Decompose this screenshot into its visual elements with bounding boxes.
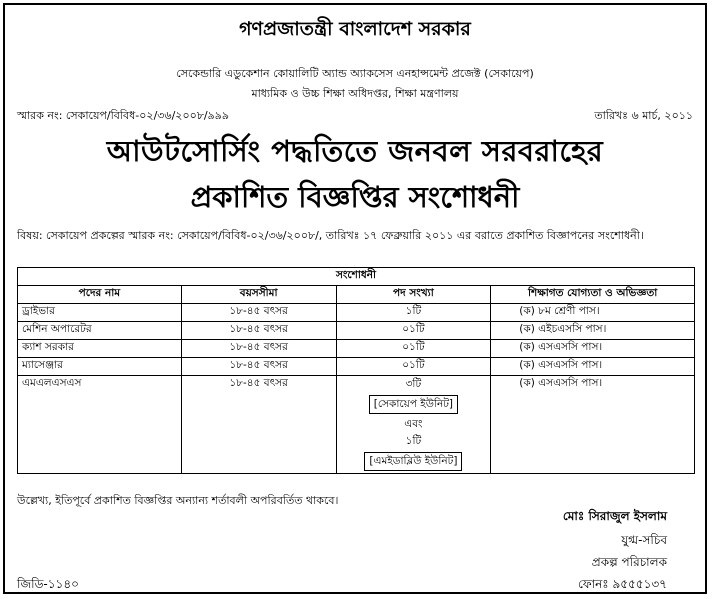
header-post: পদের নাম: [18, 286, 182, 304]
notice-title-line1: আউটসোর্সিং পদ্ধতিতে জনবল সরবরাহের: [106, 134, 604, 168]
table-row: [18, 340, 695, 358]
table-header-row: [18, 286, 695, 304]
table-row: [18, 376, 695, 474]
post-count: ০১টি: [336, 322, 491, 340]
post-name: ড্রাইভার: [18, 304, 182, 322]
department-name: মাধ্যমিক ও উচ্চ শিক্ষা অধিদপ্তর, শিক্ষা মন্ত্রণালয়: [251, 87, 459, 100]
signatory-role: প্রকল্প পরিচালক: [591, 555, 667, 569]
age-limit: ১৮-৪৫ বৎসর: [181, 304, 336, 322]
post-name: মেশিন অপারেটর: [18, 322, 182, 340]
qualification: (ক) ৮ম শ্রেণী পাস।: [491, 304, 695, 322]
age-limit: ১৮-৪৫ বৎসর: [181, 322, 336, 340]
project-name: সেকেন্ডারি এডুকেশান কোয়ালিটি অ্যান্ড অ্যাকসেস এনহান্সমেন্ট প্রজেক্ট (সেকায়েপ): [176, 67, 534, 80]
memo-number: স্মারক নং: সেকায়েপ/বিবিধ-০২/৩৬/২০০৮/৯৯৯: [17, 109, 230, 122]
notice-frame: [3, 3, 707, 594]
and-label: এবং: [404, 418, 423, 430]
subject-text: বিষয়: সেকায়েপ প্রকল্পের স্মারক নং: সেকায়েপ/বিবিধ-০২/৩৬/২০০৮/, তারিখঃ ১৭ ফেব্রুয়ারি ২০১১ এর বরাতে প্রকাশিত বিজ্ঞাপনের সংশোধনী।: [17, 229, 644, 242]
age-limit: ১৮-৪৫ বৎসর: [181, 358, 336, 376]
post-count-cell: [336, 376, 491, 474]
government-heading: গণপ্রজাতন্ত্রী বাংলাদেশ সরকার: [239, 18, 471, 40]
qualification: (ক) এসএসসি পাস।: [491, 358, 695, 376]
table-caption: সংশোধনী: [18, 268, 695, 286]
table-row: [18, 322, 695, 340]
signatory-designation: যুগ্ম-সচিব: [621, 533, 667, 547]
age-limit: ১৮-৪৫ বৎসর: [181, 376, 336, 474]
footnote: উল্লেখ্য, ইতিপূর্বে প্রকাশিত বিজ্ঞপ্তির অন্যান্য শর্তাবলী অপরিবর্তিত থাকবে।: [17, 494, 339, 507]
post-count: ০১টি: [336, 340, 491, 358]
header-qualification: শিক্ষাগত যোগ্যতা ও অভিজ্ঞতা: [491, 286, 695, 304]
header-age: বয়সসীমা: [181, 286, 336, 304]
table-row: [18, 358, 695, 376]
notice-title-line2: প্রকাশিত বিজ্ঞপ্তির সংশোধনী: [190, 180, 520, 214]
table-row: [18, 304, 695, 322]
qualification: (ক) এসএসসি পাস।: [491, 376, 695, 474]
post-count: ১টি: [336, 304, 491, 322]
signatory-name: মোঃ সিরাজুল ইসলাম: [562, 509, 667, 523]
gd-number: জিডি-১১৪০: [17, 577, 79, 591]
header-count: পদ সংখ্যা: [336, 286, 491, 304]
mew-unit: [এমইডাব্লিউ ইউনিট]: [364, 452, 462, 471]
qualification: (ক) এইচএসসি পাস।: [491, 322, 695, 340]
table-caption-row: [18, 268, 695, 286]
qualification: (ক) এসএসসি পাস।: [491, 340, 695, 358]
post-count-2: ১টি: [405, 435, 422, 447]
unit-label: [341, 393, 487, 416]
post-name: ক্যাশ সরকার: [18, 340, 182, 358]
secayep-unit: [সেকায়েপ ইউনিট]: [369, 395, 458, 414]
post-count: ০১টি: [336, 358, 491, 376]
post-count: ৩টি: [405, 378, 422, 390]
memo-date: তারিখঃ ৬ মার্চ, ২০১১: [594, 109, 693, 122]
post-name: ম্যাসেঞ্জার: [18, 358, 182, 376]
signatory-phone: ফোনঃ ৯৫৫৫১৩৭: [577, 577, 667, 591]
post-name: এমএলএসএস: [18, 376, 182, 474]
age-limit: ১৮-৪৫ বৎসর: [181, 340, 336, 358]
unit-label: [341, 450, 487, 473]
amendment-table: [17, 267, 695, 474]
